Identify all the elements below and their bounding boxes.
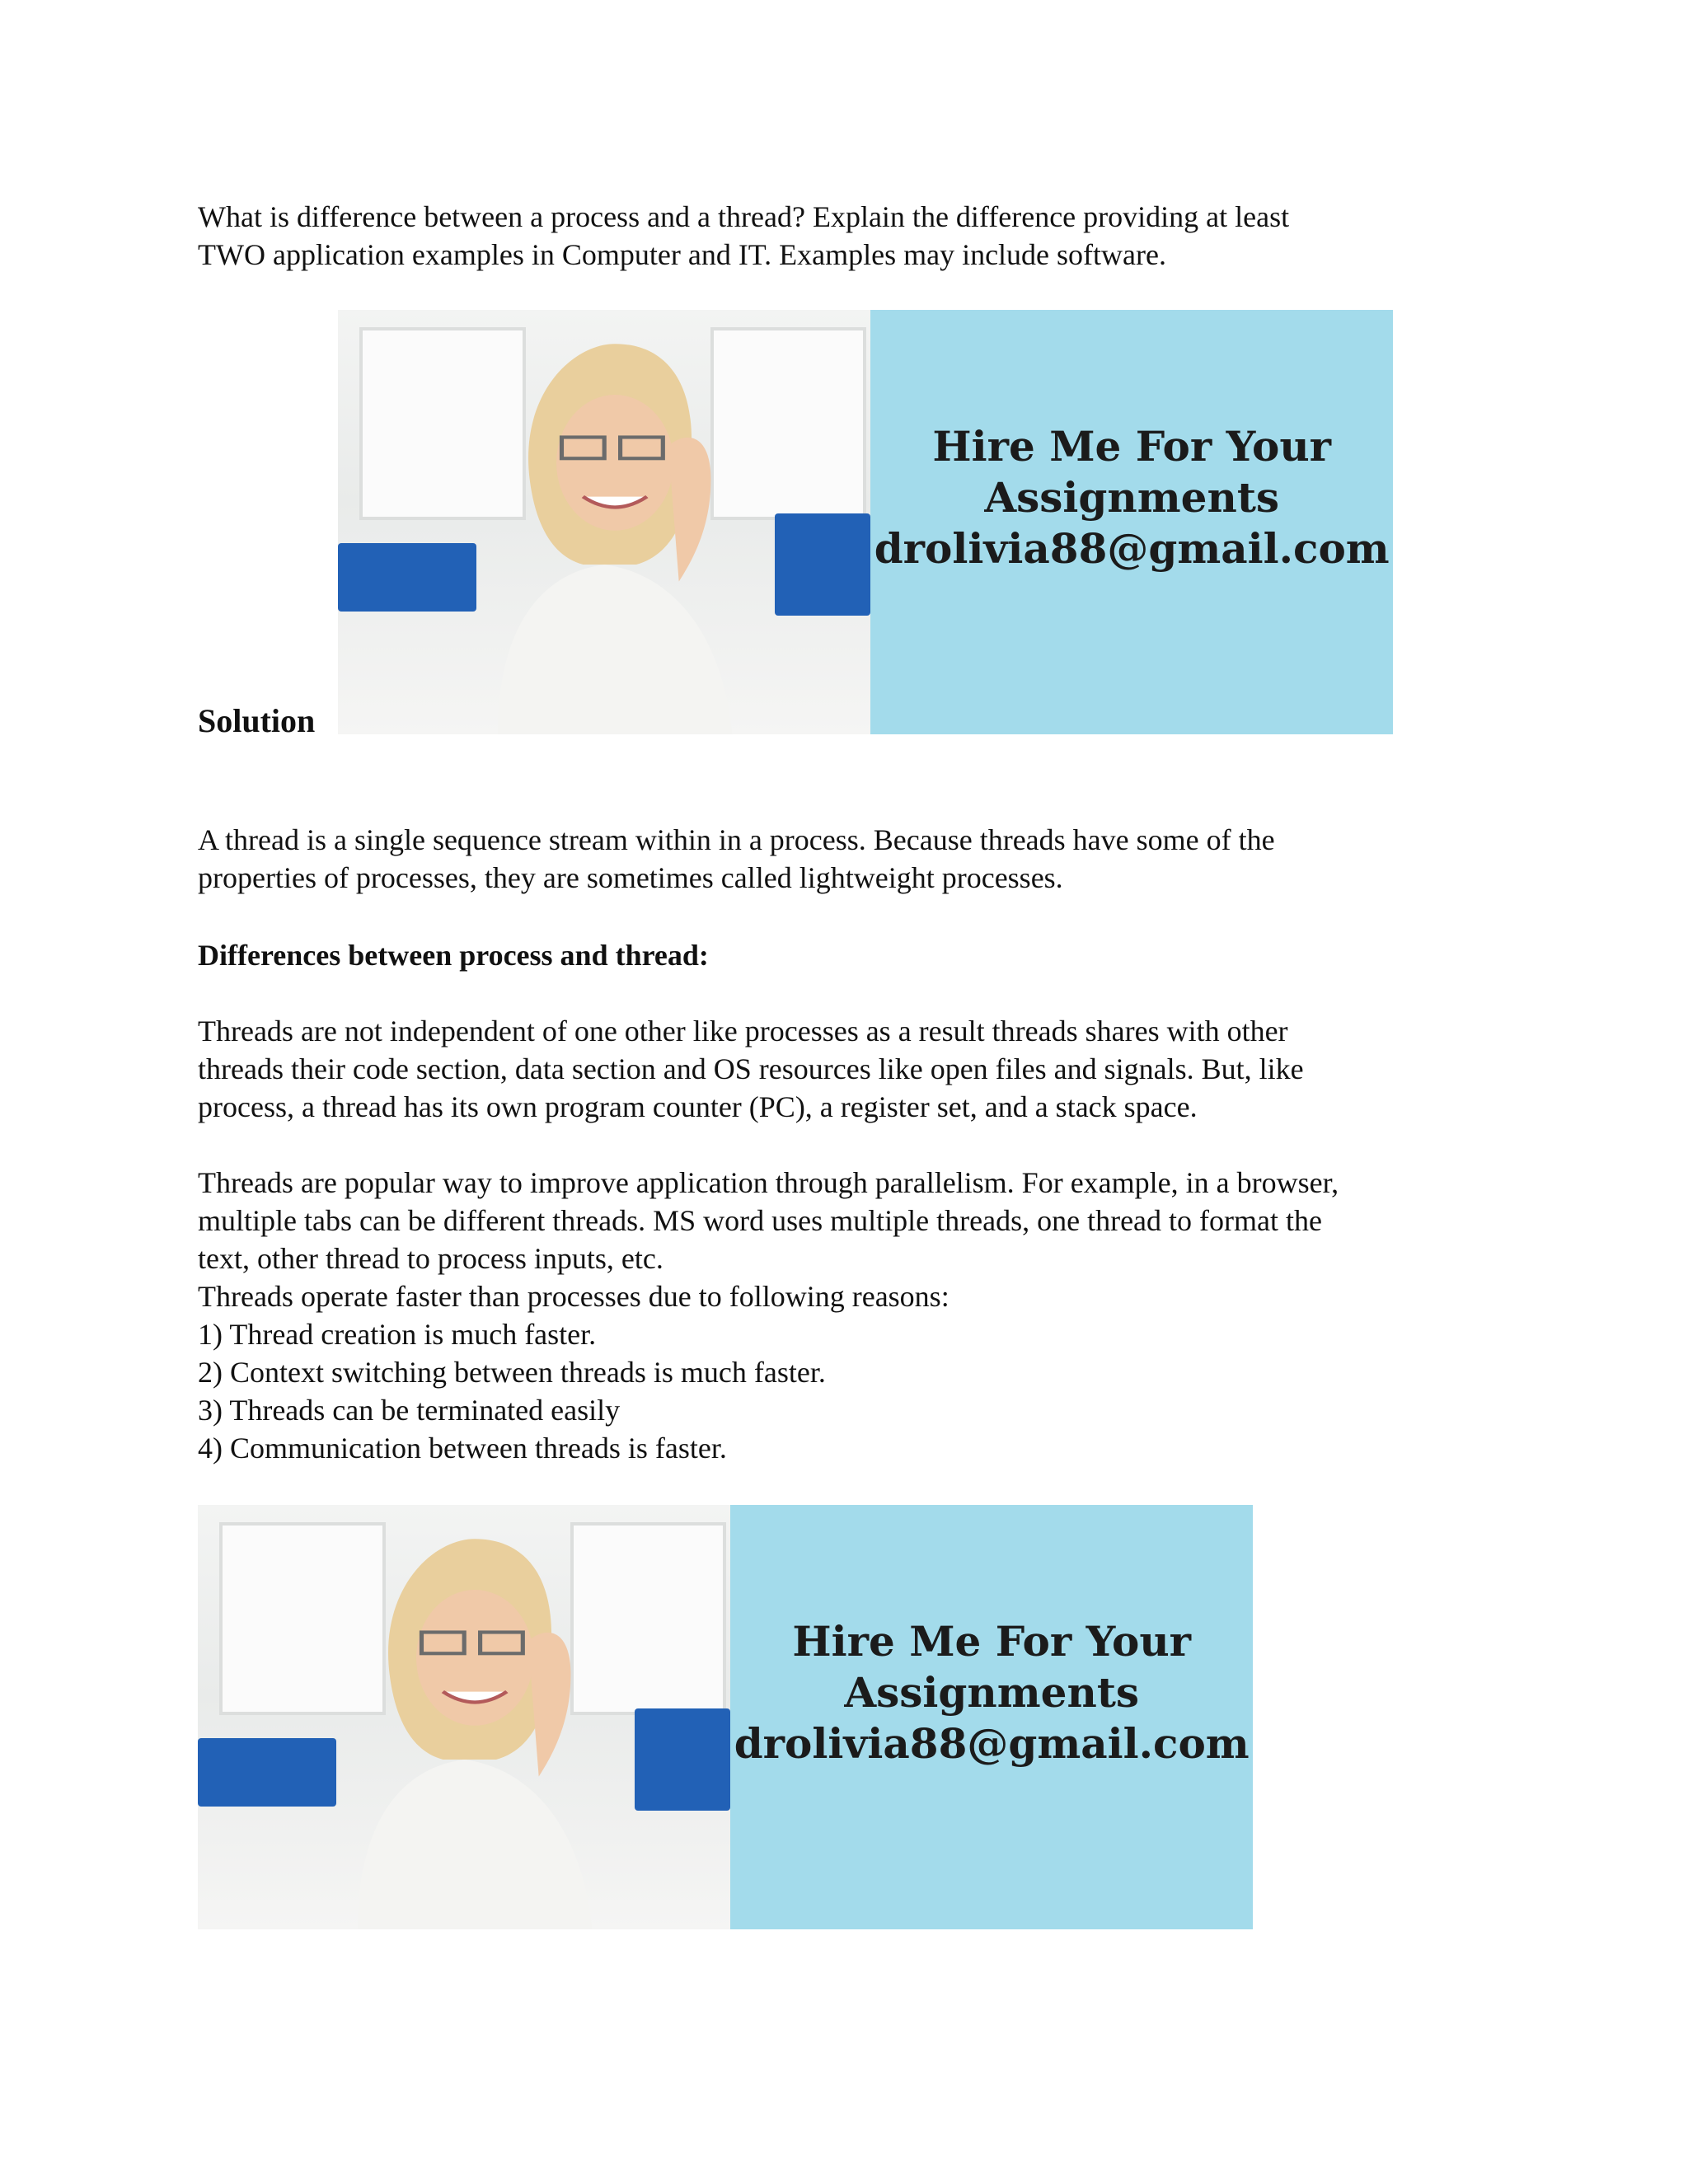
hire-me-advertisement-banner	[338, 310, 1393, 734]
paragraph-2-line-4: Threads operate faster than processes due to following reasons:	[198, 1280, 950, 1313]
paragraph-1-line-2: threads their code section, data section and OS resources like open files and signals. But, like	[198, 1052, 1304, 1085]
ad-text-block	[730, 1505, 1253, 1929]
woman-with-glasses-photo	[338, 310, 870, 734]
ad-text-block	[870, 310, 1393, 734]
reason-item: 4) Communication between threads is faster.	[198, 1432, 727, 1465]
ad-subheadline: Assignments	[844, 1667, 1140, 1717]
paragraph-2-line-2: multiple tabs can be different threads. MS word uses multiple threads, one thread to format the	[198, 1204, 1322, 1237]
paragraph-1-line-1: Threads are not independent of one other like processes as a result threads shares with other	[198, 1015, 1288, 1047]
question-line-2: TWO application examples in Computer and IT. Examples may include software.	[198, 238, 1166, 271]
reason-item: 2) Context switching between threads is much faster.	[198, 1356, 826, 1389]
differences-heading: Differences between process and thread:	[198, 939, 709, 972]
person-silhouette-icon	[198, 1505, 730, 1929]
ad-subheadline: Assignments	[984, 472, 1280, 522]
ad-email: drolivia88@gmail.com	[734, 1718, 1250, 1768]
ad-email: drolivia88@gmail.com	[874, 523, 1390, 573]
question-line-1: What is difference between a process and a thread? Explain the difference providing at least	[198, 200, 1290, 233]
intro-line-2: properties of processes, they are sometimes called lightweight processes.	[198, 861, 1063, 894]
hire-me-advertisement-banner	[198, 1505, 1253, 1929]
paragraph-1-line-3: process, a thread has its own program counter (PC), a register set, and a stack space.	[198, 1090, 1198, 1123]
woman-with-glasses-photo	[198, 1505, 730, 1929]
reason-item: 1) Thread creation is much faster.	[198, 1318, 597, 1351]
ad-headline: Hire Me For Your	[792, 1616, 1192, 1666]
paragraph-2-line-1: Threads are popular way to improve application through parallelism. For example, in a browser,	[198, 1166, 1339, 1199]
intro-line-1: A thread is a single sequence stream within in a process. Because threads have some of the	[198, 823, 1275, 856]
person-silhouette-icon	[338, 310, 870, 734]
reason-item: 3) Threads can be terminated easily	[198, 1394, 621, 1427]
solution-heading: Solution	[198, 702, 316, 739]
paragraph-2-line-3: text, other thread to process inputs, etc.	[198, 1242, 663, 1275]
ad-headline: Hire Me For Your	[932, 421, 1332, 471]
